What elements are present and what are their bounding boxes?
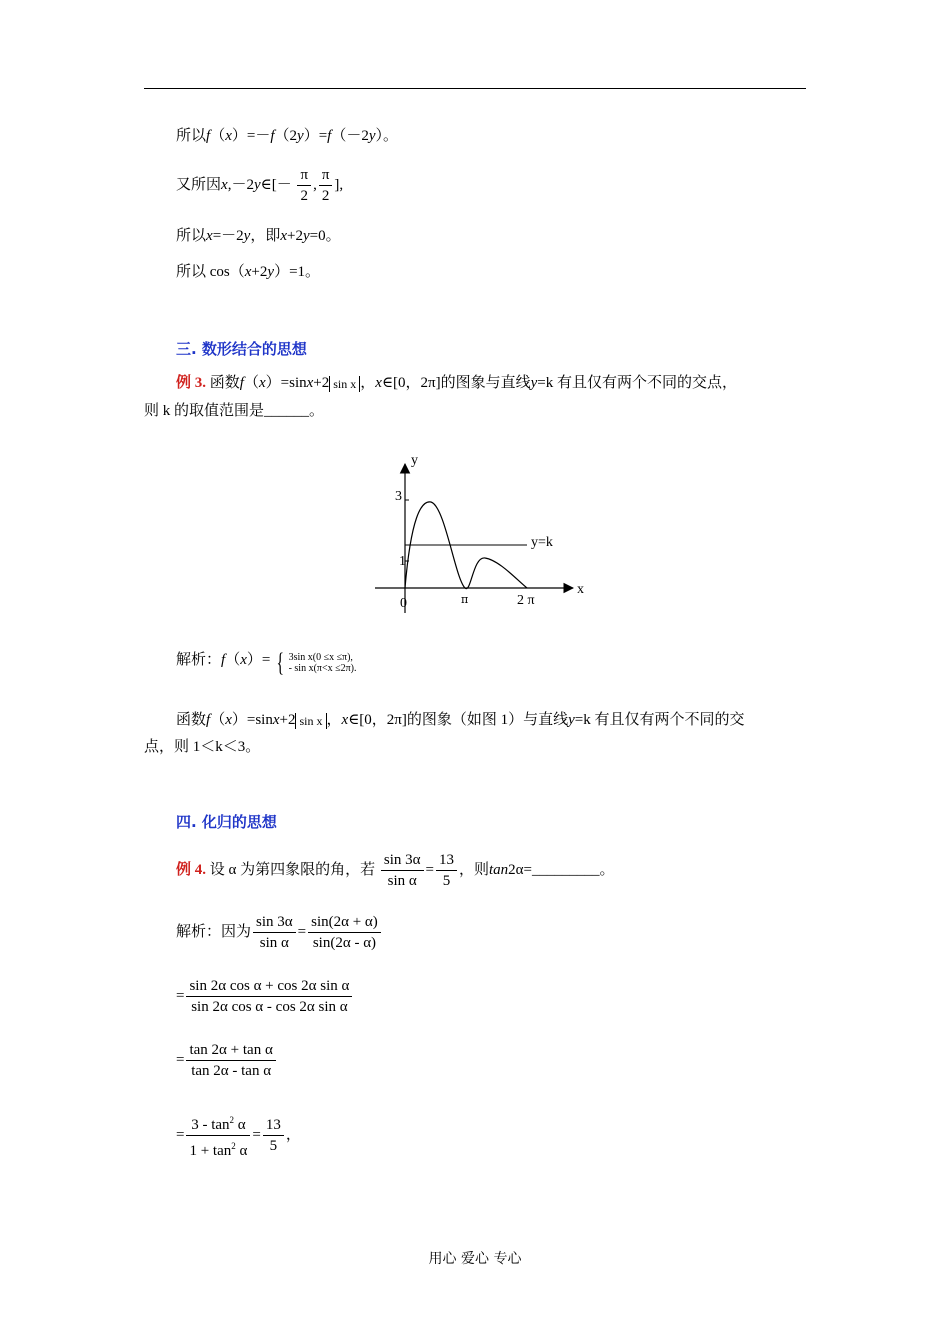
function-graph (365, 448, 595, 616)
text: ], (334, 177, 344, 193)
solution-label: 解析：因为 (176, 924, 252, 940)
text: =k 有且仅有两个不同的交点， (537, 375, 738, 391)
text: x (240, 652, 247, 668)
text: ）=sin (231, 712, 273, 728)
text: α (235, 1143, 248, 1159)
text: α (234, 1117, 246, 1133)
text: f (206, 128, 211, 144)
text: y (530, 375, 538, 391)
text: （2 (274, 128, 298, 144)
fraction-13-over-5 (263, 1115, 284, 1156)
text: ）= (303, 128, 328, 144)
origin-label: 0 (400, 596, 407, 611)
text: y (297, 128, 304, 144)
numerator: 13 (438, 852, 454, 869)
text: =k 有且仅有两个不同的交 (574, 712, 745, 728)
text: = (252, 1126, 261, 1143)
text: ，则 (458, 862, 489, 878)
text: 函数 (206, 375, 240, 391)
numerator: sin 3α (256, 914, 293, 931)
tick-label-3: 3 (395, 489, 402, 504)
fraction-sin3a-over-sina (381, 850, 424, 891)
text: +2 (287, 228, 303, 244)
text: ∈[0，2π]的图象与直线 (381, 375, 531, 391)
text: x (341, 712, 349, 728)
numerator: tan 2α + tan α (189, 1042, 273, 1059)
fraction (253, 912, 296, 953)
cases (289, 652, 357, 674)
text: = (297, 924, 307, 940)
text: =－2 (212, 228, 244, 244)
denominator: sin 2α cos α - cos 2α sin α (191, 999, 348, 1016)
fraction-pi-over-2 (297, 165, 311, 206)
text: +2 (251, 264, 268, 280)
y-axis-label: y (411, 453, 418, 468)
numerator (188, 1110, 248, 1135)
numerator: sin 2α cos α + cos 2α sin α (189, 978, 350, 995)
text: （ (210, 128, 226, 144)
text: 所以 (176, 128, 207, 144)
text: x (272, 712, 280, 728)
text: ∈[－ (260, 177, 292, 193)
header-rule (144, 88, 806, 89)
text: （ (210, 712, 226, 728)
denominator: tan 2α - tan α (191, 1063, 272, 1080)
brace-glyph: { (276, 648, 285, 677)
text: ，即 (250, 228, 281, 244)
text: ,－2 (227, 177, 254, 193)
text: , (313, 177, 317, 193)
text: ， (285, 1126, 301, 1143)
numerator: π (300, 167, 309, 184)
text: ）。 (375, 128, 399, 144)
text: x (225, 712, 232, 728)
example-3-line-2: 则 k 的取值范围是______。 (144, 403, 325, 419)
solution-4-step-3 (176, 1038, 278, 1082)
text: y (267, 264, 275, 280)
tick-label-pi: π (461, 593, 469, 606)
tick-label-1: 1 (399, 554, 406, 569)
solution-4-step-1 (176, 910, 383, 954)
text: 1 + tan (189, 1143, 232, 1159)
text: = (425, 862, 434, 878)
fraction-pi-over-2 (319, 165, 333, 206)
text: = (176, 988, 185, 1004)
x-axis-label: x (577, 582, 584, 597)
text-line-1 (176, 126, 398, 146)
case-1: 3sin x(0 ≤x ≤π), (288, 652, 353, 663)
solution-4-step-4 (176, 1110, 301, 1161)
denominator (186, 1136, 250, 1161)
text: y (568, 712, 575, 728)
text-line-3 (176, 226, 341, 246)
text: 又所因 (176, 177, 222, 193)
text: x (244, 264, 252, 280)
page-footer: 用心 爱心 专心 (428, 1251, 522, 1267)
text: f (221, 652, 226, 668)
text: 所以 (176, 228, 207, 244)
text: f (327, 128, 332, 144)
text-line-2 (176, 164, 343, 206)
denominator: sin(2α - α) (312, 935, 377, 952)
text: 所以 cos（ (176, 264, 245, 280)
text: ）=sin (265, 375, 307, 391)
text: 设 α 为第四象限的角，若 (206, 862, 376, 878)
answer-3-line-1 (176, 710, 745, 730)
text: 函数 (176, 712, 207, 728)
line-label: y=k (531, 535, 553, 550)
text: x (221, 177, 228, 193)
text-line-4 (176, 262, 320, 282)
denominator: 2 (321, 188, 330, 205)
fraction (308, 912, 381, 953)
text: ）=1。 (274, 264, 321, 280)
text: x (375, 375, 382, 391)
solution-4-step-2 (176, 974, 354, 1018)
numerator: π (321, 167, 330, 184)
text: tan (489, 862, 509, 878)
text: 3 - tan (191, 1117, 230, 1133)
answer-3-line-2: 点，则 1＜k＜3。 (144, 739, 261, 755)
denominator: sin α (387, 873, 417, 890)
text: ）=－ (231, 128, 271, 144)
numerator: sin(2α + α) (311, 914, 378, 931)
fraction (186, 976, 352, 1017)
text: = (176, 1126, 185, 1143)
example-4-question (176, 848, 615, 892)
text: +2 (313, 375, 330, 391)
example-label: 例 4. (176, 862, 207, 878)
text: ， (360, 375, 376, 391)
text: x (258, 375, 266, 391)
case-2: - sin x(π<x ≤2π). (288, 663, 357, 674)
fraction (186, 1110, 250, 1161)
text: x (225, 128, 232, 144)
tick-label-2pi: 2 π (517, 593, 535, 608)
text: y (243, 228, 251, 244)
numerator: sin 3α (383, 852, 421, 869)
text: f (239, 375, 244, 391)
fraction-13-over-5 (436, 850, 457, 891)
text: = (176, 1052, 185, 1068)
fraction (186, 1040, 275, 1081)
section-heading-4: 四. 化归的思想 (176, 813, 277, 831)
text: f (206, 712, 211, 728)
superscript: 2 (231, 1141, 236, 1151)
text: 2α=_________。 (508, 862, 615, 878)
text: +2 (279, 712, 296, 728)
piecewise-definition (274, 650, 356, 676)
text: （ (225, 652, 241, 668)
text: x (206, 228, 213, 244)
text: （ (243, 375, 259, 391)
text: ， (326, 712, 342, 728)
example-3-line-1 (176, 373, 737, 393)
denominator: 5 (442, 873, 451, 890)
denominator: sin α (259, 935, 289, 952)
superscript: 2 (229, 1115, 235, 1125)
text: x (306, 375, 314, 391)
text: y (302, 228, 310, 244)
text: ∈[0，2π]的图象（如图 1）与直线 (348, 712, 569, 728)
numerator: 13 (265, 1117, 281, 1133)
section-heading-3: 三. 数形结合的思想 (176, 340, 307, 358)
text: =0。 (309, 228, 341, 244)
text: f (270, 128, 275, 144)
text: y (253, 177, 261, 193)
text: y (368, 128, 376, 144)
denominator: 2 (300, 188, 309, 205)
solution-3-piecewise (176, 650, 356, 676)
solution-label: 解析： (176, 652, 222, 668)
text: （－2 (331, 128, 369, 144)
example-label: 例 3. (176, 375, 207, 391)
text: ）= (246, 652, 271, 668)
denominator: 5 (269, 1138, 278, 1154)
text: x (280, 228, 288, 244)
absolute-value: sin x (295, 713, 326, 729)
absolute-value: sin x (329, 376, 360, 392)
